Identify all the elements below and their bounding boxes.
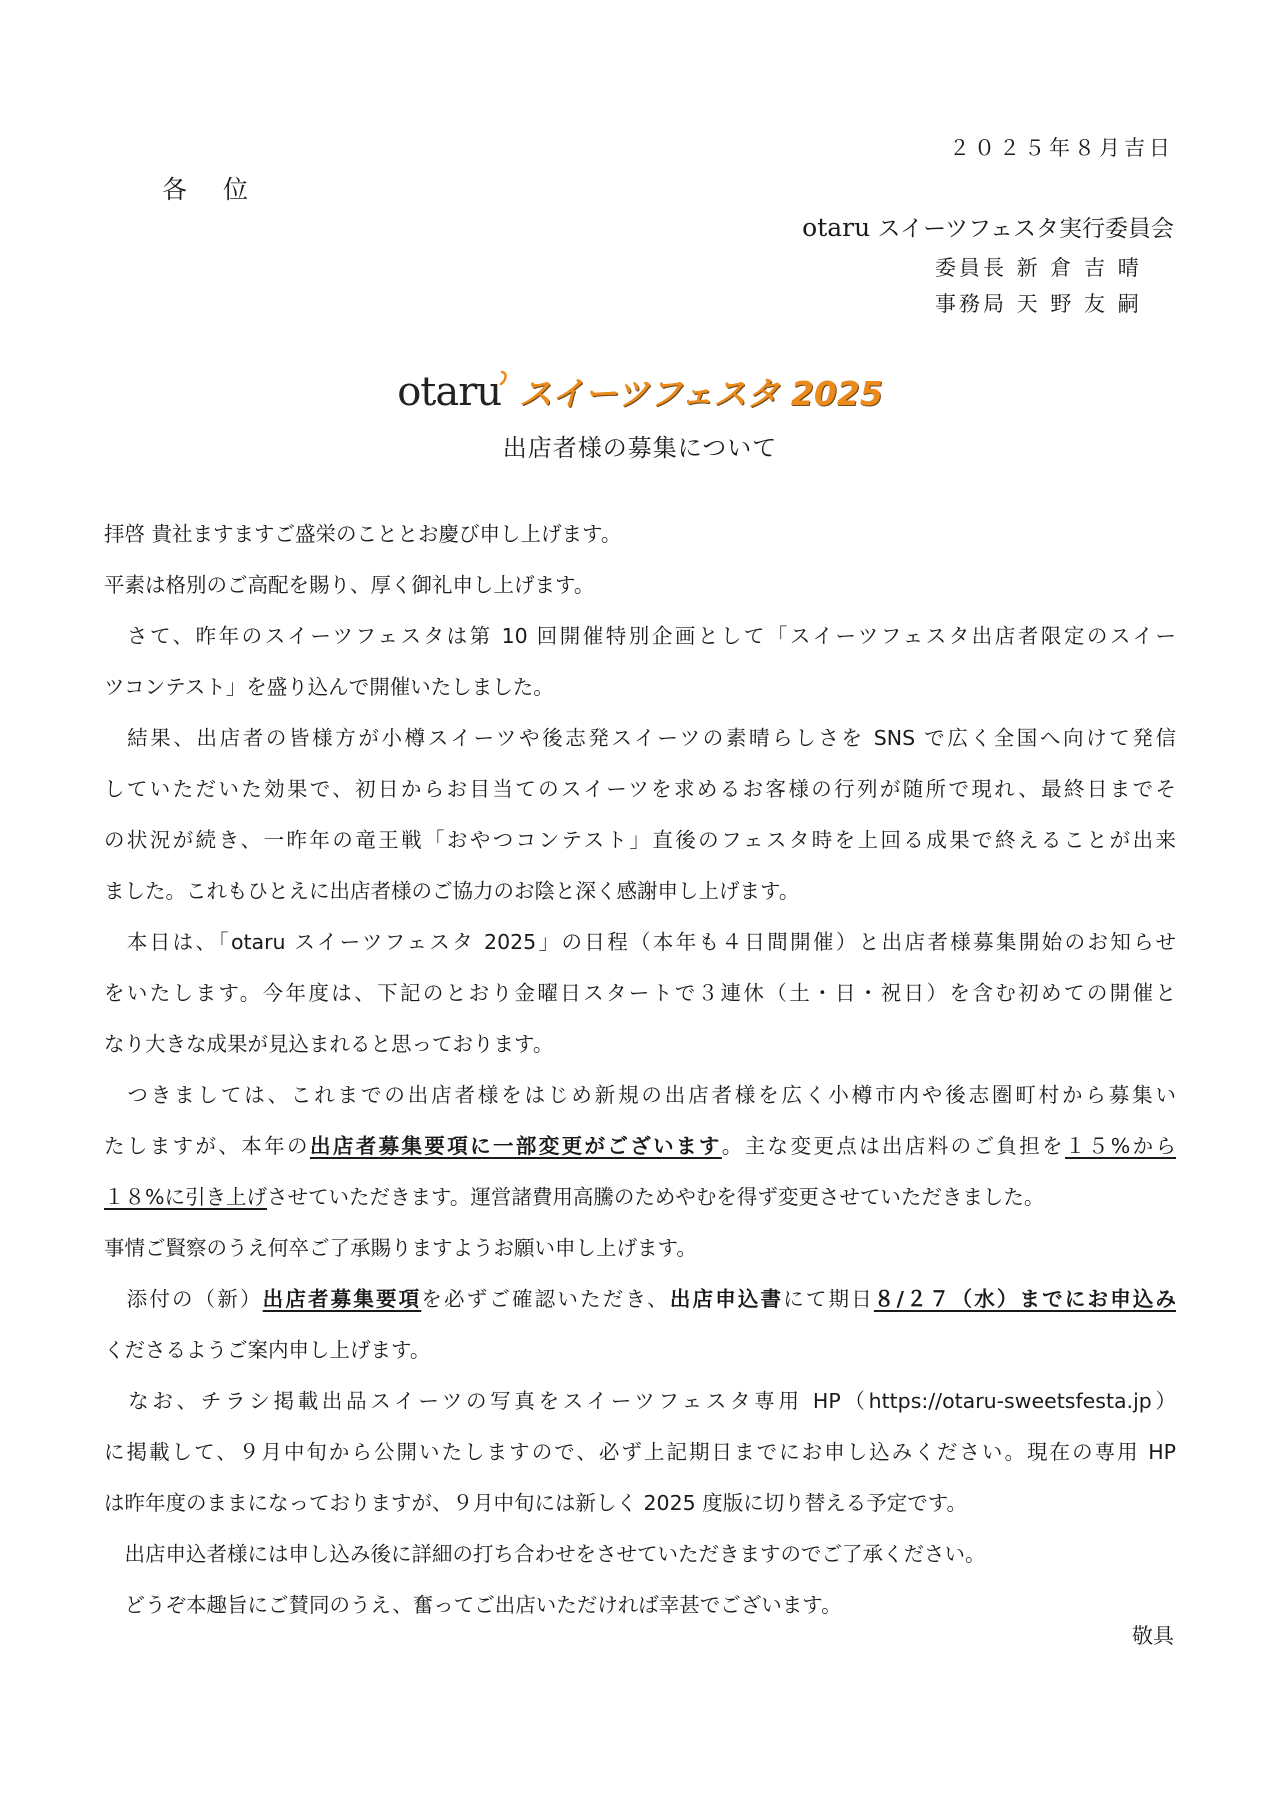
body-line: 平素は格別のご高配を賜り、厚く御礼申し上げます。: [104, 573, 595, 597]
sender-office: 事務局 天 野 友 嗣: [935, 292, 1142, 316]
body-line: なお、チラシ掲載出品スイーツの写真をスイーツフェスタ専用 HP（https://otaru-sweetsfesta.jp）: [104, 1389, 1176, 1413]
body-line: 拝啓 貴社ますますご盛栄のこととお慶び申し上げます。: [104, 522, 622, 546]
body-line: 結果、出店者の皆様方が小樽スイーツや後志発スイーツの素晴らしさを SNS で広く全国へ向けて発信: [104, 726, 1176, 750]
body-text-segment: 。主な変更点は出店料のご負担を: [721, 1134, 1066, 1158]
body-line: 事情ご賢察のうえ何卒ご了承賜りますようお願い申し上げます。: [104, 1236, 697, 1260]
body-text-segment: にて期日: [783, 1287, 874, 1311]
body-line: 出店申込者様には申し込み後に詳細の打ち合わせをさせていただきますのでご了承ください。: [104, 1542, 986, 1566]
closing-phrase: 敬具: [1132, 1624, 1174, 1648]
sender-organization: [802, 210, 1174, 243]
guidelines-highlight: 出店者募集要項: [262, 1287, 422, 1311]
body-line: なり大きな成果が見込まれると思っております。: [104, 1032, 554, 1056]
body-line: をいたします。今年度は、下記のとおり金曜日スタートで３連休（土・日・祝日）を含む初めての開催と: [104, 981, 1176, 1005]
event-logo: [0, 368, 1280, 415]
body-line: ツコンテスト」を盛り込んで開催いたしました。: [104, 675, 554, 699]
body-line: に掲載して、９月中旬から公開いたしますので、必ず上記期日までにお申し込みください。現在の専用 HP: [104, 1440, 1176, 1464]
body-line: さて、昨年のスイーツフェスタは第 10 回開催特別企画として「スイーツフェスタ出店者限定のスイー: [104, 624, 1176, 648]
application-form-highlight: 出店申込書: [669, 1287, 784, 1311]
fee-change-highlight: １５%から: [1065, 1134, 1177, 1158]
body-line: くださるようご案内申し上げます。: [104, 1338, 431, 1362]
fee-change-highlight: １８%に引き上げ: [104, 1185, 267, 1209]
recipient: 各 位: [162, 175, 262, 204]
letter-body: [104, 516, 1176, 1638]
body-line: 本日は、「otaru スイーツフェスタ 2025」の日程（本年も４日間開催）と出店者様募集開始のお知らせ: [104, 930, 1176, 954]
logo-sweets-text: スイーツフェスタ 2025: [519, 374, 883, 413]
body-line: [104, 1128, 1176, 1179]
issue-date: ２０２５年８月吉日: [949, 136, 1174, 160]
body-line: [104, 1281, 1176, 1332]
logo-accent-icon: [499, 371, 509, 387]
body-text-segment: させていただきます。運営諸費用高騰のためやむを得ず変更させていただきました。: [266, 1185, 1045, 1209]
body-text-segment: 添付の（新）: [104, 1287, 263, 1311]
document-subtitle: 出店者様の募集について: [502, 434, 778, 462]
body-line: ました。これもひとえに出店者様のご協力のお陰と深く感謝申し上げます。: [104, 879, 800, 903]
body-text-segment: たしますが、本年の: [104, 1134, 310, 1158]
body-line: の状況が続き、一昨年の竜王戦「おやつコンテスト」直後のフェスタ時を上回る成果で終えることが出来: [104, 828, 1176, 852]
body-line: どうぞ本趣旨にご賛同のうえ、奮ってご出店いただければ幸甚でございます。: [104, 1593, 842, 1617]
logo-otaru-text: otaru: [397, 369, 502, 415]
sender-org-latin: otaru: [802, 213, 871, 242]
body-line: [104, 1179, 1176, 1230]
body-text-segment: を必ずご確認いただき、: [421, 1287, 670, 1311]
body-line: つきましては、これまでの出店者様をはじめ新規の出店者様を広く小樽市内や後志圏町村から募集い: [104, 1083, 1176, 1107]
body-line: は昨年度のままになっておりますが、９月中旬には新しく 2025 度版に切り替える予定です。: [104, 1491, 968, 1515]
requirement-change-highlight: 出店者募集要項に一部変更がございます: [309, 1134, 722, 1158]
body-line: していただいた効果で、初日からお目当てのスイーツを求めるお客様の行列が随所で現れ、最終日までそ: [104, 777, 1176, 801]
sender-org-name: スイーツフェスタ実行委員会: [870, 216, 1174, 242]
sender-chair: 委員長 新 倉 吉 晴: [935, 256, 1142, 280]
deadline-highlight: ８/２７（水）までにお申込み: [873, 1287, 1177, 1311]
